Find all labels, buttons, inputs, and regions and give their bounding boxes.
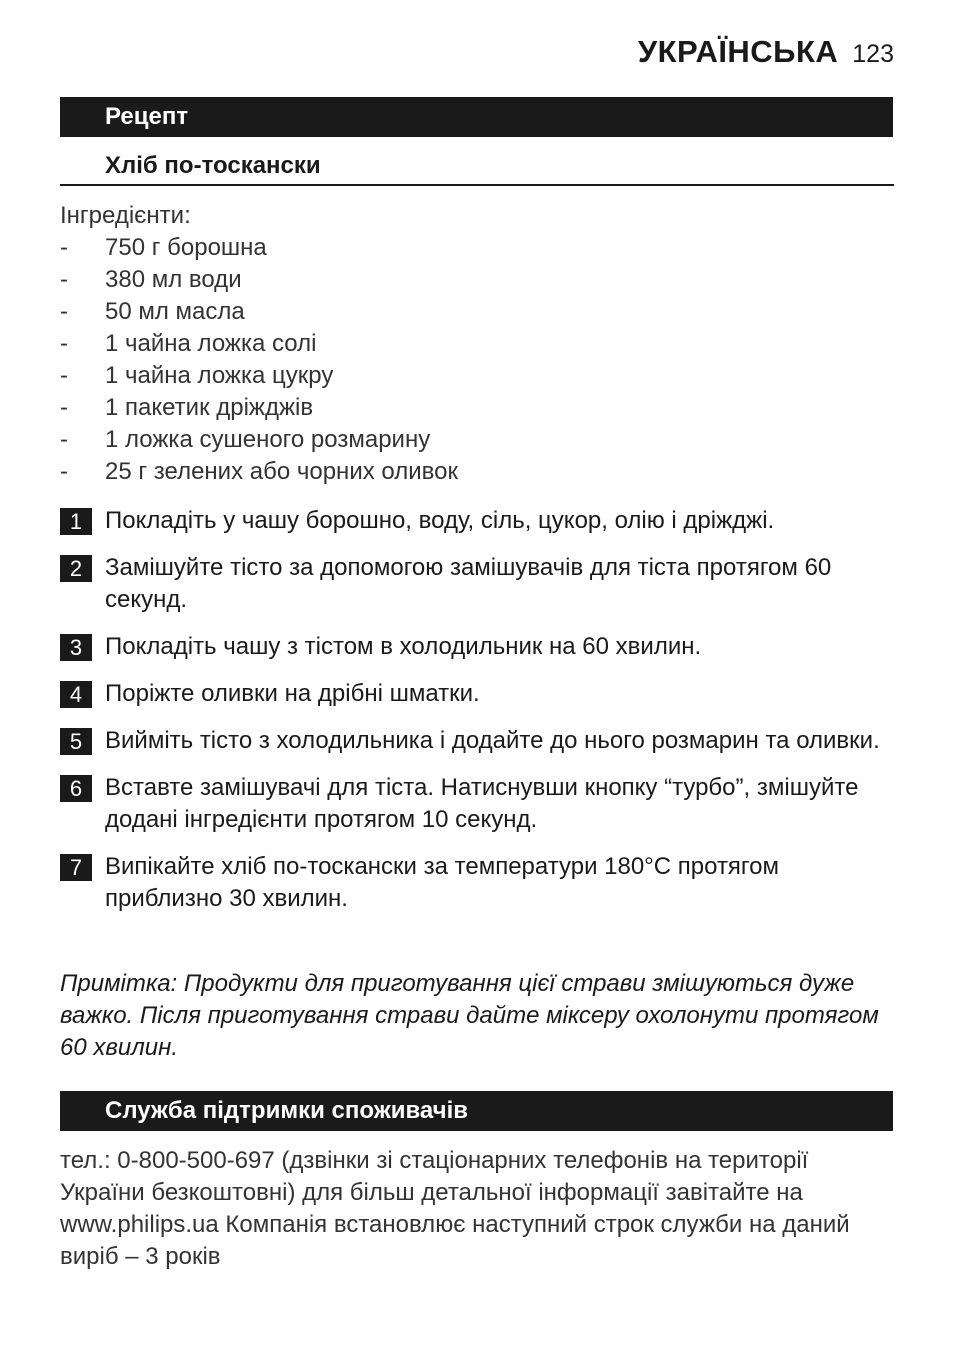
ingredients-list [60, 232, 458, 488]
ingredient-item: - 1 чайна ложка цукру [60, 362, 334, 389]
step-number: 3 [60, 634, 92, 661]
step-text: Вийміть тісто з холодильника і додайте до нього розмарин та оливки. [105, 727, 880, 754]
step-item [60, 552, 894, 616]
ingredients-label: Інгредієнти: [60, 202, 191, 229]
step-item [60, 678, 894, 710]
ingredient-item: - 25 г зелених або чорних оливок [60, 458, 458, 485]
step-text: Покладіть у чашу борошно, воду, сіль, цукор, олію і дріжджі. [105, 507, 775, 534]
support-section-heading: Служба підтримки споживачів [60, 1091, 893, 1131]
step-item [60, 772, 894, 836]
step-number: 4 [60, 681, 92, 708]
page-number: 123 [852, 40, 894, 68]
ingredient-item: - 380 мл води [60, 266, 242, 293]
step-number: 5 [60, 728, 92, 755]
step-number: 7 [60, 854, 92, 881]
step-text: Замішуйте тісто за допомогою замішувачів для тіста протягом 60 секунд. [105, 554, 832, 613]
ingredient-item: - 750 г борошна [60, 234, 267, 261]
support-text: тел.: 0-800-500-697 (дзвінки зі стаціонарних телефонів на території України безкоштовні) для більш детальної інформації завітайте на www.philips.ua Компанія встановлює наступний строк служби на даний виріб – 3 років [60, 1147, 850, 1270]
page-header [638, 34, 894, 70]
language-title: УКРАЇНСЬКА [637, 34, 839, 69]
step-item [60, 725, 894, 757]
step-number: 6 [60, 775, 92, 802]
ingredient-item: - 1 пакетик дріжджів [60, 394, 314, 421]
step-item [60, 631, 894, 663]
ingredient-item: - 50 мл масла [60, 298, 245, 325]
ingredient-item: - 1 ложка сушеного розмарину [60, 426, 431, 453]
step-number: 2 [60, 555, 92, 582]
recipe-title: Хліб по-тоскански [60, 150, 894, 186]
recipe-section-heading: Рецепт [60, 97, 893, 137]
step-text: Поріжте оливки на дрібні шматки. [105, 680, 480, 707]
step-item [60, 851, 894, 915]
steps-list [60, 505, 894, 930]
recipe-note: Примітка: Продукти для приготування цієї страви змішуються дуже важко. Після приготування страви дайте міксеру охолонути протягом 60 хвилин. [60, 970, 879, 1061]
step-item [60, 505, 894, 537]
ingredient-item: - 1 чайна ложка солі [60, 330, 317, 357]
step-number: 1 [60, 508, 92, 535]
step-text: Вставте замішувачі для тіста. Натиснувши кнопку “турбо”, змішуйте додані інгредієнти протягом 10 секунд. [105, 774, 859, 833]
step-text: Покладіть чашу з тістом в холодильник на 60 хвилин. [105, 633, 702, 660]
step-text: Випікайте хліб по-тоскански за температури 180°C протягом приблизно 30 хвилин. [105, 853, 780, 912]
